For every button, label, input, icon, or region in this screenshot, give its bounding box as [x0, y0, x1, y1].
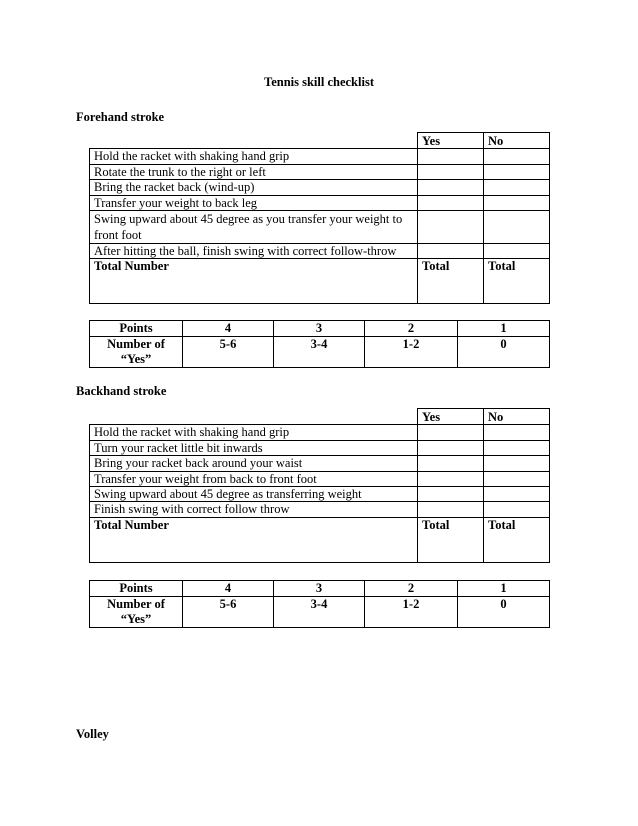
checklist-item: After hitting the ball, finish swing with correct follow-throw — [90, 244, 418, 259]
total-row — [90, 259, 550, 304]
range-cell: 0 — [458, 597, 550, 628]
range-cell: 5-6 — [183, 597, 274, 628]
range-cell: 1-2 — [365, 597, 458, 628]
no-cell[interactable] — [484, 471, 550, 486]
yes-cell[interactable] — [418, 164, 484, 179]
checklist-row — [90, 456, 550, 471]
no-cell[interactable] — [484, 149, 550, 164]
checklist-item: Rotate the trunk to the right or left — [90, 164, 418, 179]
no-cell[interactable] — [484, 440, 550, 455]
checklist-item: Hold the racket with shaking hand grip — [90, 425, 418, 440]
no-cell[interactable] — [484, 164, 550, 179]
yes-cell[interactable] — [418, 502, 484, 517]
checklist-row — [90, 195, 550, 210]
total-label: Total Number — [90, 259, 418, 304]
backhand-heading: Backhand stroke — [76, 384, 167, 398]
yes-cell[interactable] — [418, 440, 484, 455]
points-label: Points — [90, 581, 183, 597]
points-cell: 3 — [274, 581, 365, 597]
number-of-yes-label — [90, 597, 183, 628]
yes-cell[interactable] — [418, 456, 484, 471]
forehand-checklist — [89, 132, 550, 304]
yes-cell[interactable] — [418, 244, 484, 259]
checklist-item: Transfer your weight to back leg — [90, 195, 418, 210]
page-title: Tennis skill checklist — [264, 75, 374, 89]
checklist-row — [90, 487, 550, 502]
checklist-row — [90, 211, 550, 244]
checklist-row — [90, 471, 550, 486]
no-cell[interactable] — [484, 425, 550, 440]
no-cell[interactable] — [484, 211, 550, 244]
points-row — [90, 581, 550, 597]
yes-header: Yes — [418, 133, 484, 149]
label-line: “Yes” — [120, 612, 152, 626]
points-cell: 4 — [183, 321, 274, 337]
range-cell: 3-4 — [274, 597, 365, 628]
no-cell[interactable] — [484, 456, 550, 471]
total-label: Total Number — [90, 517, 418, 562]
points-label: Points — [90, 321, 183, 337]
checklist-item: Turn your racket little bit inwards — [90, 440, 418, 455]
no-header: No — [484, 409, 550, 425]
forehand-points-table — [89, 320, 550, 368]
range-cell: 1-2 — [365, 337, 458, 368]
no-cell[interactable] — [484, 180, 550, 195]
number-of-yes-label — [90, 337, 183, 368]
points-cell: 1 — [458, 321, 550, 337]
points-cell: 2 — [365, 581, 458, 597]
checklist-header-row — [90, 133, 550, 149]
volley-heading: Volley — [76, 727, 109, 741]
points-cell: 4 — [183, 581, 274, 597]
total-no[interactable]: Total — [484, 259, 550, 304]
total-row — [90, 517, 550, 562]
checklist-row — [90, 502, 550, 517]
points-cell: 1 — [458, 581, 550, 597]
blank-cell — [90, 409, 418, 425]
checklist-row — [90, 244, 550, 259]
range-cell: 3-4 — [274, 337, 365, 368]
checklist-row — [90, 164, 550, 179]
checklist-item: Swing upward about 45 degree as you transfer your weight to front foot — [90, 211, 418, 244]
checklist-row — [90, 440, 550, 455]
checklist-header-row — [90, 409, 550, 425]
no-cell[interactable] — [484, 195, 550, 210]
backhand-checklist — [89, 408, 550, 563]
total-yes[interactable]: Total — [418, 259, 484, 304]
checklist-item: Transfer your weight from back to front foot — [90, 471, 418, 486]
checklist-item: Finish swing with correct follow throw — [90, 502, 418, 517]
yes-cell[interactable] — [418, 211, 484, 244]
total-no[interactable]: Total — [484, 517, 550, 562]
label-line: “Yes” — [120, 352, 152, 366]
points-cell: 3 — [274, 321, 365, 337]
range-cell: 5-6 — [183, 337, 274, 368]
blank-cell — [90, 133, 418, 149]
checklist-item: Bring your racket back around your waist — [90, 456, 418, 471]
backhand-points-table — [89, 580, 550, 628]
total-yes[interactable]: Total — [418, 517, 484, 562]
no-header: No — [484, 133, 550, 149]
yes-cell[interactable] — [418, 195, 484, 210]
forehand-heading: Forehand stroke — [76, 110, 165, 124]
no-cell[interactable] — [484, 244, 550, 259]
yes-cell[interactable] — [418, 471, 484, 486]
yes-header: Yes — [418, 409, 484, 425]
range-row — [90, 337, 550, 368]
checklist-row — [90, 425, 550, 440]
checklist-item: Swing upward about 45 degree as transferring weight — [90, 487, 418, 502]
no-cell[interactable] — [484, 502, 550, 517]
checklist-row — [90, 180, 550, 195]
points-cell: 2 — [365, 321, 458, 337]
checklist-item: Hold the racket with shaking hand grip — [90, 149, 418, 164]
checklist-item: Bring the racket back (wind-up) — [90, 180, 418, 195]
no-cell[interactable] — [484, 487, 550, 502]
label-line: Number of — [107, 597, 165, 611]
yes-cell[interactable] — [418, 180, 484, 195]
label-line: Number of — [107, 337, 165, 351]
yes-cell[interactable] — [418, 149, 484, 164]
checklist-row — [90, 149, 550, 164]
points-row — [90, 321, 550, 337]
range-row — [90, 597, 550, 628]
yes-cell[interactable] — [418, 425, 484, 440]
yes-cell[interactable] — [418, 487, 484, 502]
range-cell: 0 — [458, 337, 550, 368]
